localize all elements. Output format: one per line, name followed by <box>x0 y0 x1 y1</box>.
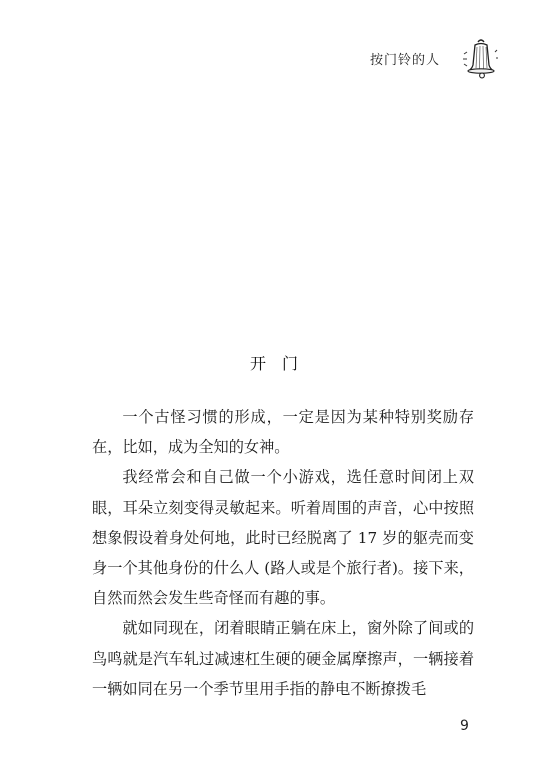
chapter-title: 开门 <box>249 354 314 373</box>
body-text <box>92 402 474 704</box>
paragraph: 一个古怪习惯的形成，一定是因为某种特别奖励存在，比如，成为全知的女神。 <box>92 408 474 457</box>
running-header-title: 按门铃的人 <box>370 53 441 68</box>
paragraph: 我经常会和自己做一个小游戏，选任意时间闭上双眼，耳朵立刻变得灵敏起来。听着周围的声音，心中按照想象假设着身处何地，此时已经脱离了 17 岁的躯壳而变身一个其他身份的什么人 (路人或是个旅行者)。接下来，自然而然会发生些奇怪而有趣的事。 <box>92 468 474 608</box>
bell-icon <box>461 38 499 80</box>
page-number: 9 <box>460 718 469 734</box>
paragraph: 就如同现在，闭着眼睛正躺在床上，窗外除了间或的鸟鸣就是汽车轧过减速杠生硬的硬金属摩擦声，一辆接着一辆如同在另一个季节里用手指的静电不断撩拨毛 <box>92 619 474 698</box>
